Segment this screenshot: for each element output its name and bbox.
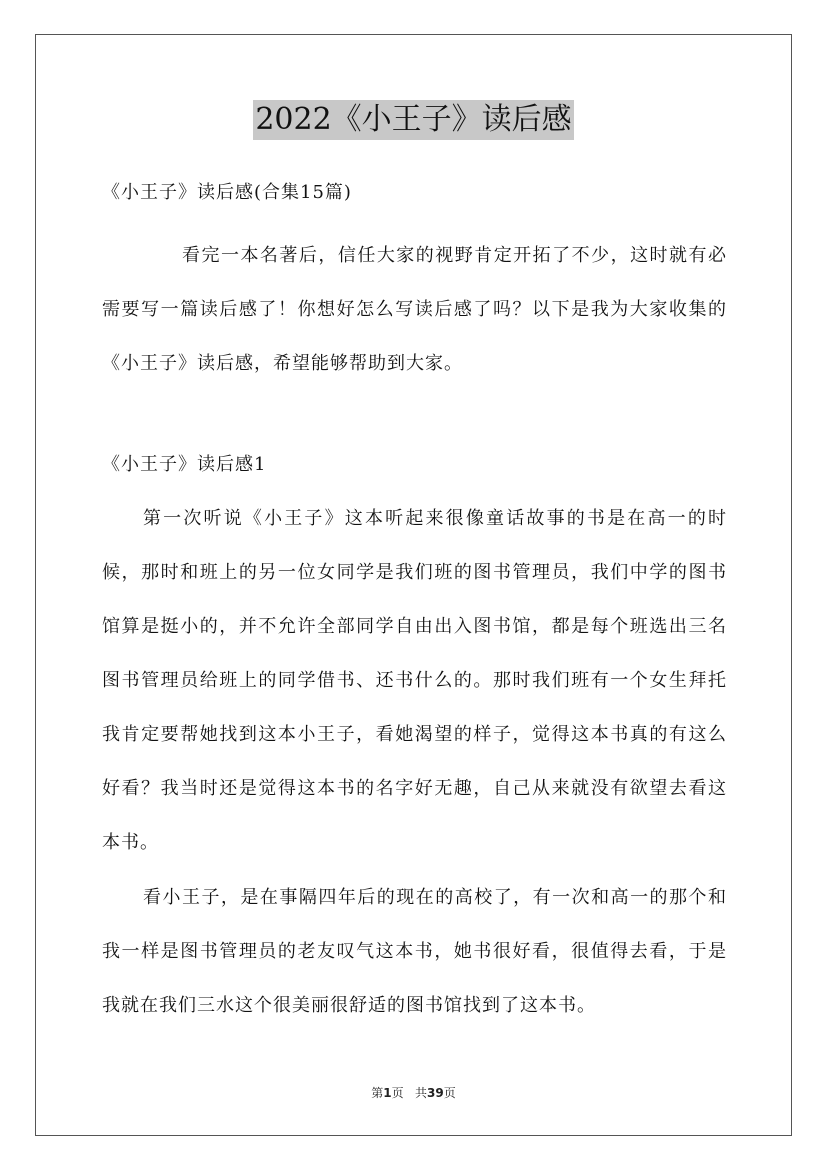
document-title: 2022《小王子》读后感 (253, 100, 573, 140)
title-container (0, 100, 827, 140)
section-heading: 《小王子》读后感1 (102, 454, 267, 475)
footer-page-total: 39 (427, 1086, 444, 1100)
footer-page-number: 1 (383, 1086, 392, 1100)
footer-page-prefix: 第 (371, 1086, 384, 1100)
body-paragraph: 看小王子，是在事隔四年后的现在的高校了，有一次和高一的那个和我一样是图书管理员的老友叹气这本书，她书很好看，很值得去看，于是我就在我们三水这个很美丽很舒适的图书馆找到了这本书。 (102, 887, 727, 1016)
body-paragraph: 第一次听说《小王子》这本听起来很像童话故事的书是在高一的时候，那时和班上的另一位女同学是我们班的图书管理员，我们中学的图书馆算是挺小的，并不允许全部同学自由出入图书馆，都是每个班选出三名图书管理员给班上的同学借书、还书什么的。那时我们班有一个女生拜托我肯定要帮她找到这本小王子，看她渴望的样子，觉得这本书真的有这么好看？我当时还是觉得这本书的名字好无趣，自己从来就没有欲望去看这本书。 (102, 508, 727, 853)
intro-paragraph: 看完一本名著后，信任大家的视野肯定开拓了不少，这时就有必需要写一篇读后感了！你想好怎么写读后感了吗？以下是我为大家收集的《小王子》读后感，希望能够帮助到大家。 (102, 245, 727, 374)
page-footer (0, 1084, 827, 1101)
footer-page-mid: 页 共 (391, 1086, 428, 1100)
footer-page-suffix: 页 (443, 1086, 456, 1100)
document-subtitle: 《小王子》读后感(合集15篇) (102, 182, 352, 203)
